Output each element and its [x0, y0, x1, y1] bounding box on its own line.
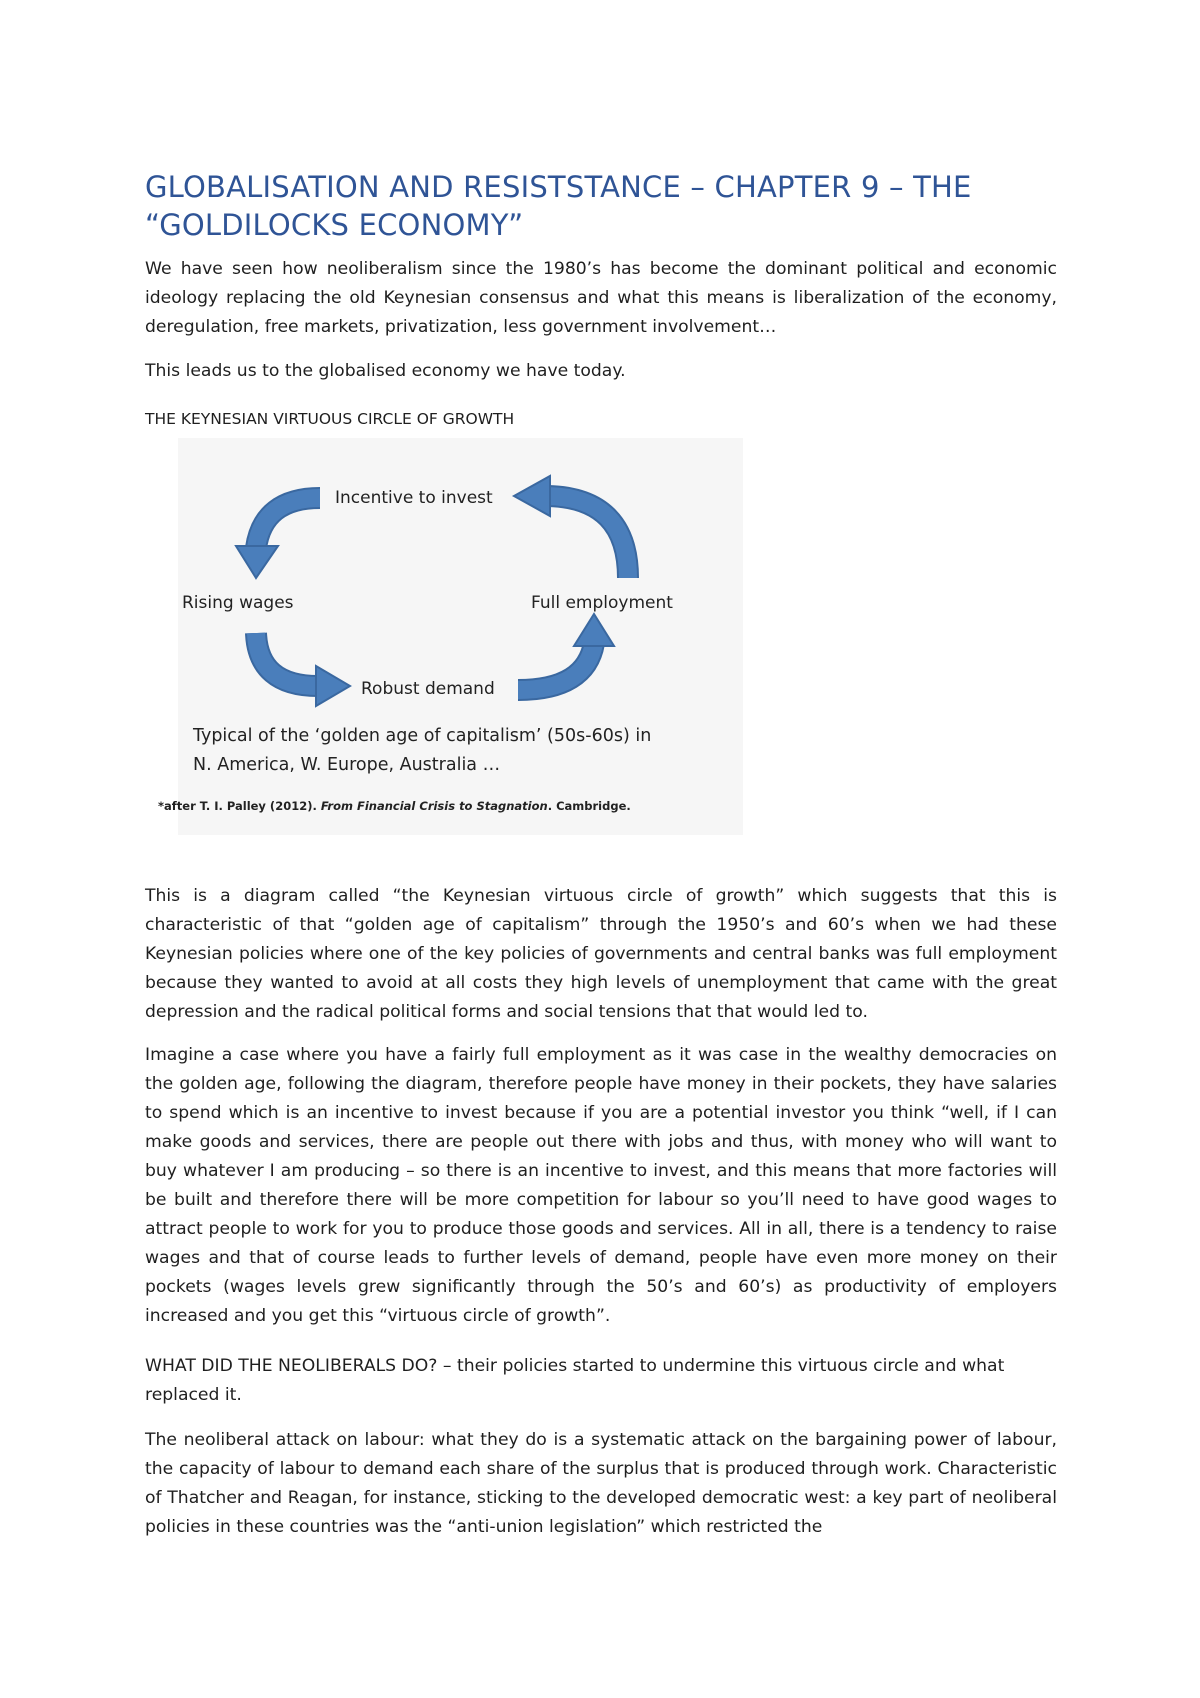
label-full-employment: Full employment [531, 593, 673, 613]
label-robust-demand: Robust demand [361, 679, 495, 699]
figure-caption-line-2: N. America, W. Europe, Australia … [193, 755, 501, 775]
full-employment-example-paragraph: Imagine a case where you have a fairly full employment as it was case in the wealthy democracies on the golden age, following the diagram, therefore people have money in their pockets, they have salaries to spend which is an incentive to invest because if you are a potential investor you think “well, if I can make goods and services, there are people out there with jobs and thus, with money who will want to buy whatever I am producing – so there is an incentive to invest, and this means that more factories will be built and therefore there will be more competition for labour so you’ll need to have good wages to attract people to work for you to produce those goods and services. All in all, there is a tendency to raise wages and that of course leads to further levels of demand, people have even more money on their pockets (wages levels grew significantly through the 50’s and 60’s) as productivity of employers increased and you get this “virtuous circle of growth”. [145, 1045, 1057, 1326]
figure-source-citation [158, 799, 631, 813]
label-rising-wages: Rising wages [182, 593, 294, 613]
arrow-invest-to-wages [236, 498, 320, 578]
arrow-demand-to-employment [518, 614, 614, 690]
attack-on-labour-paragraph: The neoliberal attack on labour: what they do is a systematic attack on the bargaining power of labour, the capacity of labour to demand each share of the surplus that is produced through work. Characteristic of Thatcher and Reagan, for instance, sticking to the developed democratic west: a key part of neoliberal policies in these countries was the “anti-union legislation” which restricted the [145, 1430, 1057, 1537]
source-suffix: . Cambridge. [547, 799, 631, 813]
intro-paragraph: We have seen how neoliberalism since the 1980’s has become the dominant political and economic ideology replacing the old Keynesian consensus and what this means is liberalization of the economy, deregulation, free markets, privatization, less government involvement… [145, 259, 1057, 337]
globalised-economy-paragraph: This leads us to the globalised economy we have today. [145, 361, 626, 381]
label-incentive-to-invest: Incentive to invest [335, 488, 493, 508]
diagram-explanation-paragraph: This is a diagram called “the Keynesian virtuous circle of growth” which suggests that this is characteristic of that “golden age of capitalism” through the 1950’s and 60’s when we had these Keynesian policies where one of the key policies of governments and central banks was full employment because they wanted to avoid at all costs they high levels of unemployment that came with the great depression and the radical political forms and social tensions that that would led to. [145, 886, 1057, 1022]
arrow-wages-to-demand [256, 633, 350, 706]
source-prefix: *after T. I. Palley (2012). [158, 799, 321, 813]
circle-diagram-svg [158, 438, 743, 835]
figure-caption-line-1: Typical of the ‘golden age of capitalism’ (50s-60s) in [193, 726, 652, 746]
chapter-heading: GLOBALISATION AND RESISTSTANCE – CHAPTER 9 – THE “GOLDILOCKS ECONOMY” [145, 170, 972, 242]
keynesian-virtuous-circle-diagram [158, 438, 743, 835]
source-title: From Financial Crisis to Stagnation [320, 799, 548, 813]
section-label-virtuous-circle: THE KEYNESIAN VIRTUOUS CIRCLE OF GROWTH [145, 410, 515, 428]
arrow-employment-to-invest [514, 476, 628, 578]
neoliberals-question-paragraph: WHAT DID THE NEOLIBERALS DO? – their policies started to undermine this virtuous circle and what replaced it. [145, 1356, 1005, 1405]
